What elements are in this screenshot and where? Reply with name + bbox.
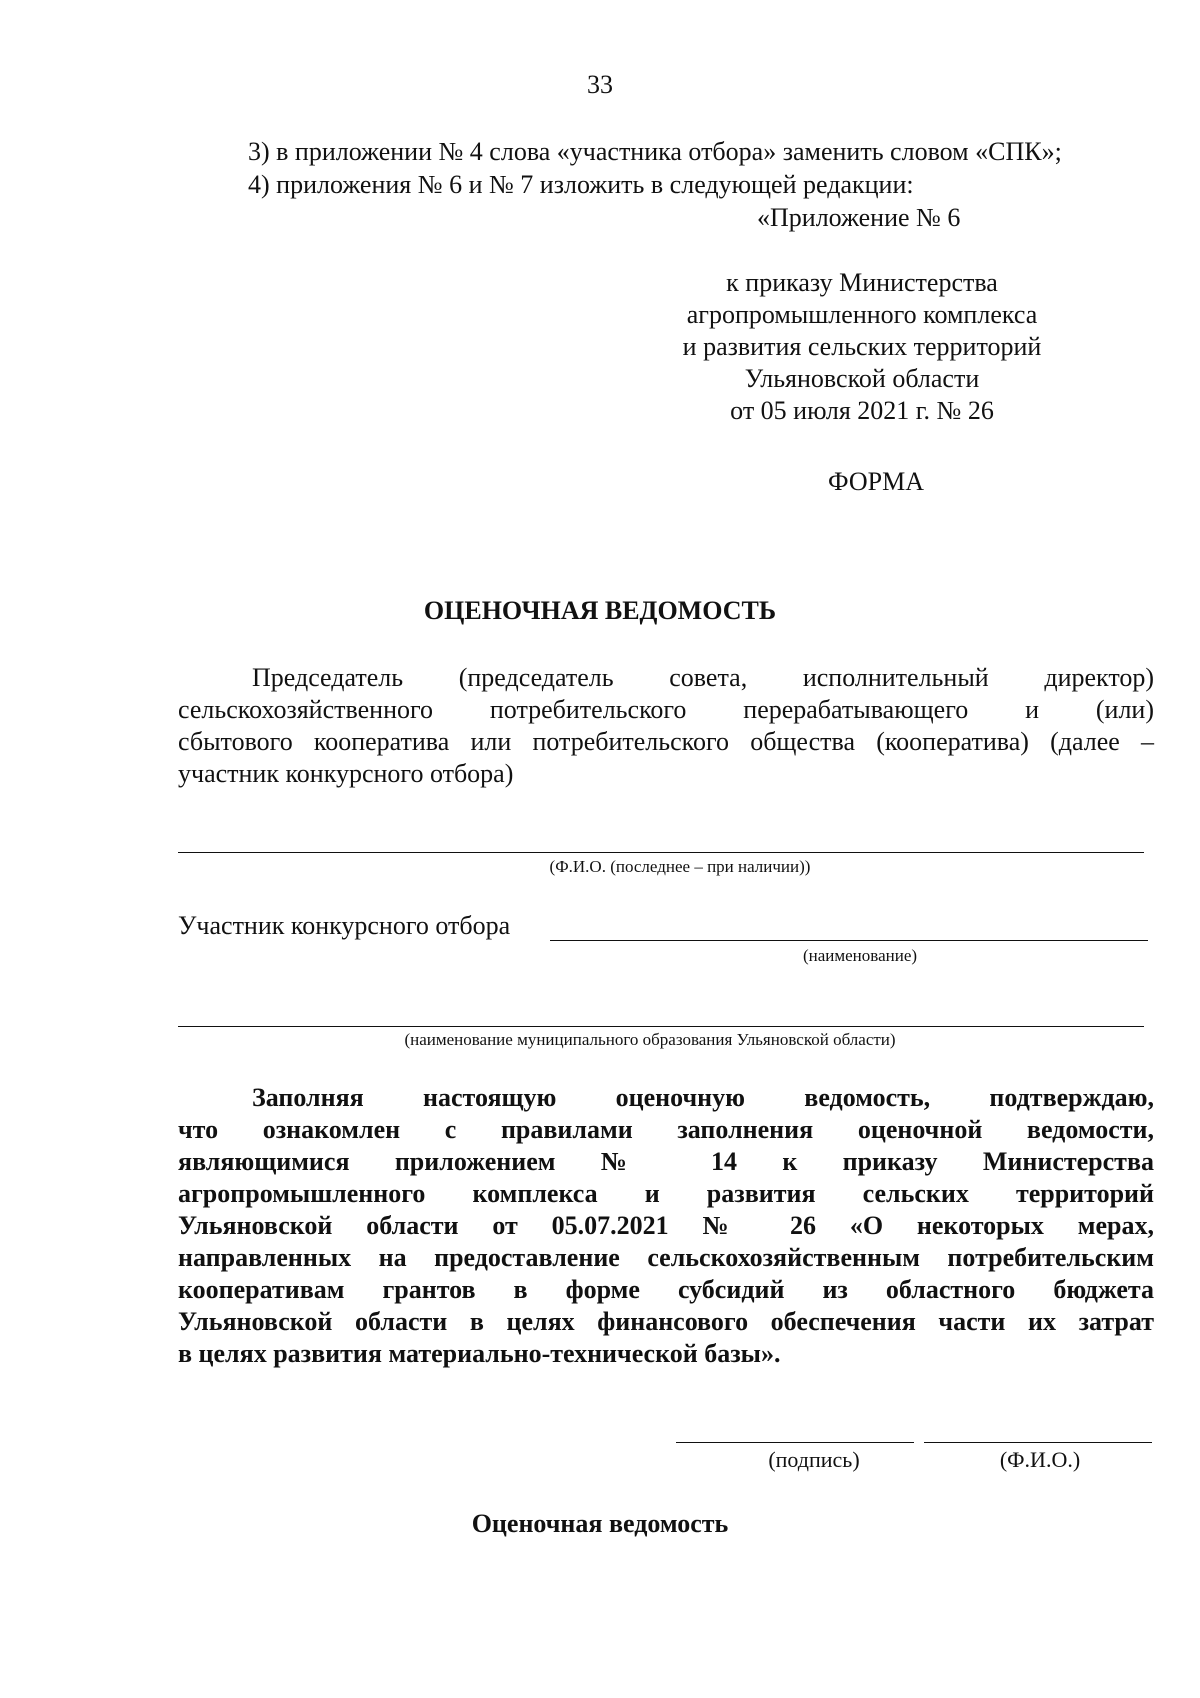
paragraph-line: агропромышленного комплекса и развития сельских территорий: [178, 1179, 1154, 1208]
appendix-date-line: от 05 июля 2021 г. № 26: [730, 396, 994, 425]
paragraph-line: Ульяновской области от 05.07.2021 № 26 «О некоторых мерах,: [178, 1211, 1154, 1240]
section-subtitle: Оценочная ведомость: [471, 1509, 729, 1538]
participant-name-blank-line[interactable]: [550, 940, 1148, 941]
page-number: 33: [587, 70, 613, 99]
name-caption: (наименование): [802, 946, 918, 965]
confirmation-paragraph: [178, 1082, 1154, 1370]
chairman-paragraph: [178, 662, 1154, 790]
amendment-item-4: 4) приложения № 6 и № 7 изложить в следующей редакции:: [248, 170, 914, 199]
appendix-order-line: к приказу Министерства: [726, 268, 998, 297]
paragraph-line: Заполняя настоящую оценочную ведомость, подтверждаю,: [252, 1083, 1154, 1112]
appendix-region-line: Ульяновской области: [744, 364, 980, 393]
signature-fio-blank-line[interactable]: [924, 1442, 1152, 1443]
paragraph-line: в целях развития материально-технической базы».: [178, 1339, 781, 1368]
document-title: ОЦЕНОЧНАЯ ВЕДОМОСТЬ: [423, 596, 777, 625]
signature-fio-caption: (Ф.И.О.): [999, 1447, 1081, 1472]
paragraph-line: что ознакомлен с правилами заполнения оценочной ведомости,: [178, 1115, 1154, 1144]
signature-caption: (подпись): [768, 1447, 860, 1472]
amendment-item-3: 3) в приложении № 4 слова «участника отбора» заменить словом «СПК»;: [248, 137, 1062, 166]
paragraph-line: Председатель (председатель совета, исполнительный директор): [252, 663, 1154, 692]
appendix-ministry-line: агропромышленного комплекса: [686, 300, 1038, 329]
appendix-heading: «Приложение № 6: [757, 203, 961, 232]
paragraph-line: сбытового кооператива или потребительского общества (кооператива) (далее –: [178, 727, 1154, 756]
municipality-blank-line[interactable]: [178, 1026, 1144, 1027]
form-label: ФОРМА: [828, 467, 924, 496]
paragraph-line: являющимися приложением № 14 к приказу Министерства: [178, 1147, 1154, 1176]
paragraph-line: направленных на предоставление сельскохозяйственным потребительским: [178, 1243, 1154, 1272]
participant-label: Участник конкурсного отбора: [178, 911, 511, 940]
paragraph-line: сельскохозяйственного потребительского перерабатывающего и (или): [178, 695, 1154, 724]
fio-caption: (Ф.И.О. (последнее – при наличии)): [549, 857, 811, 876]
paragraph-line: кооперативам грантов в форме субсидий из областного бюджета: [178, 1275, 1154, 1304]
paragraph-line: участник конкурсного отбора): [178, 759, 514, 788]
fio-blank-line[interactable]: [178, 852, 1144, 853]
appendix-ministry-line: и развития сельских территорий: [682, 332, 1042, 361]
signature-blank-line[interactable]: [676, 1442, 914, 1443]
municipality-caption: (наименование муниципального образования Ульяновской области): [404, 1030, 896, 1049]
paragraph-line: Ульяновской области в целях финансового обеспечения части их затрат: [178, 1307, 1154, 1336]
